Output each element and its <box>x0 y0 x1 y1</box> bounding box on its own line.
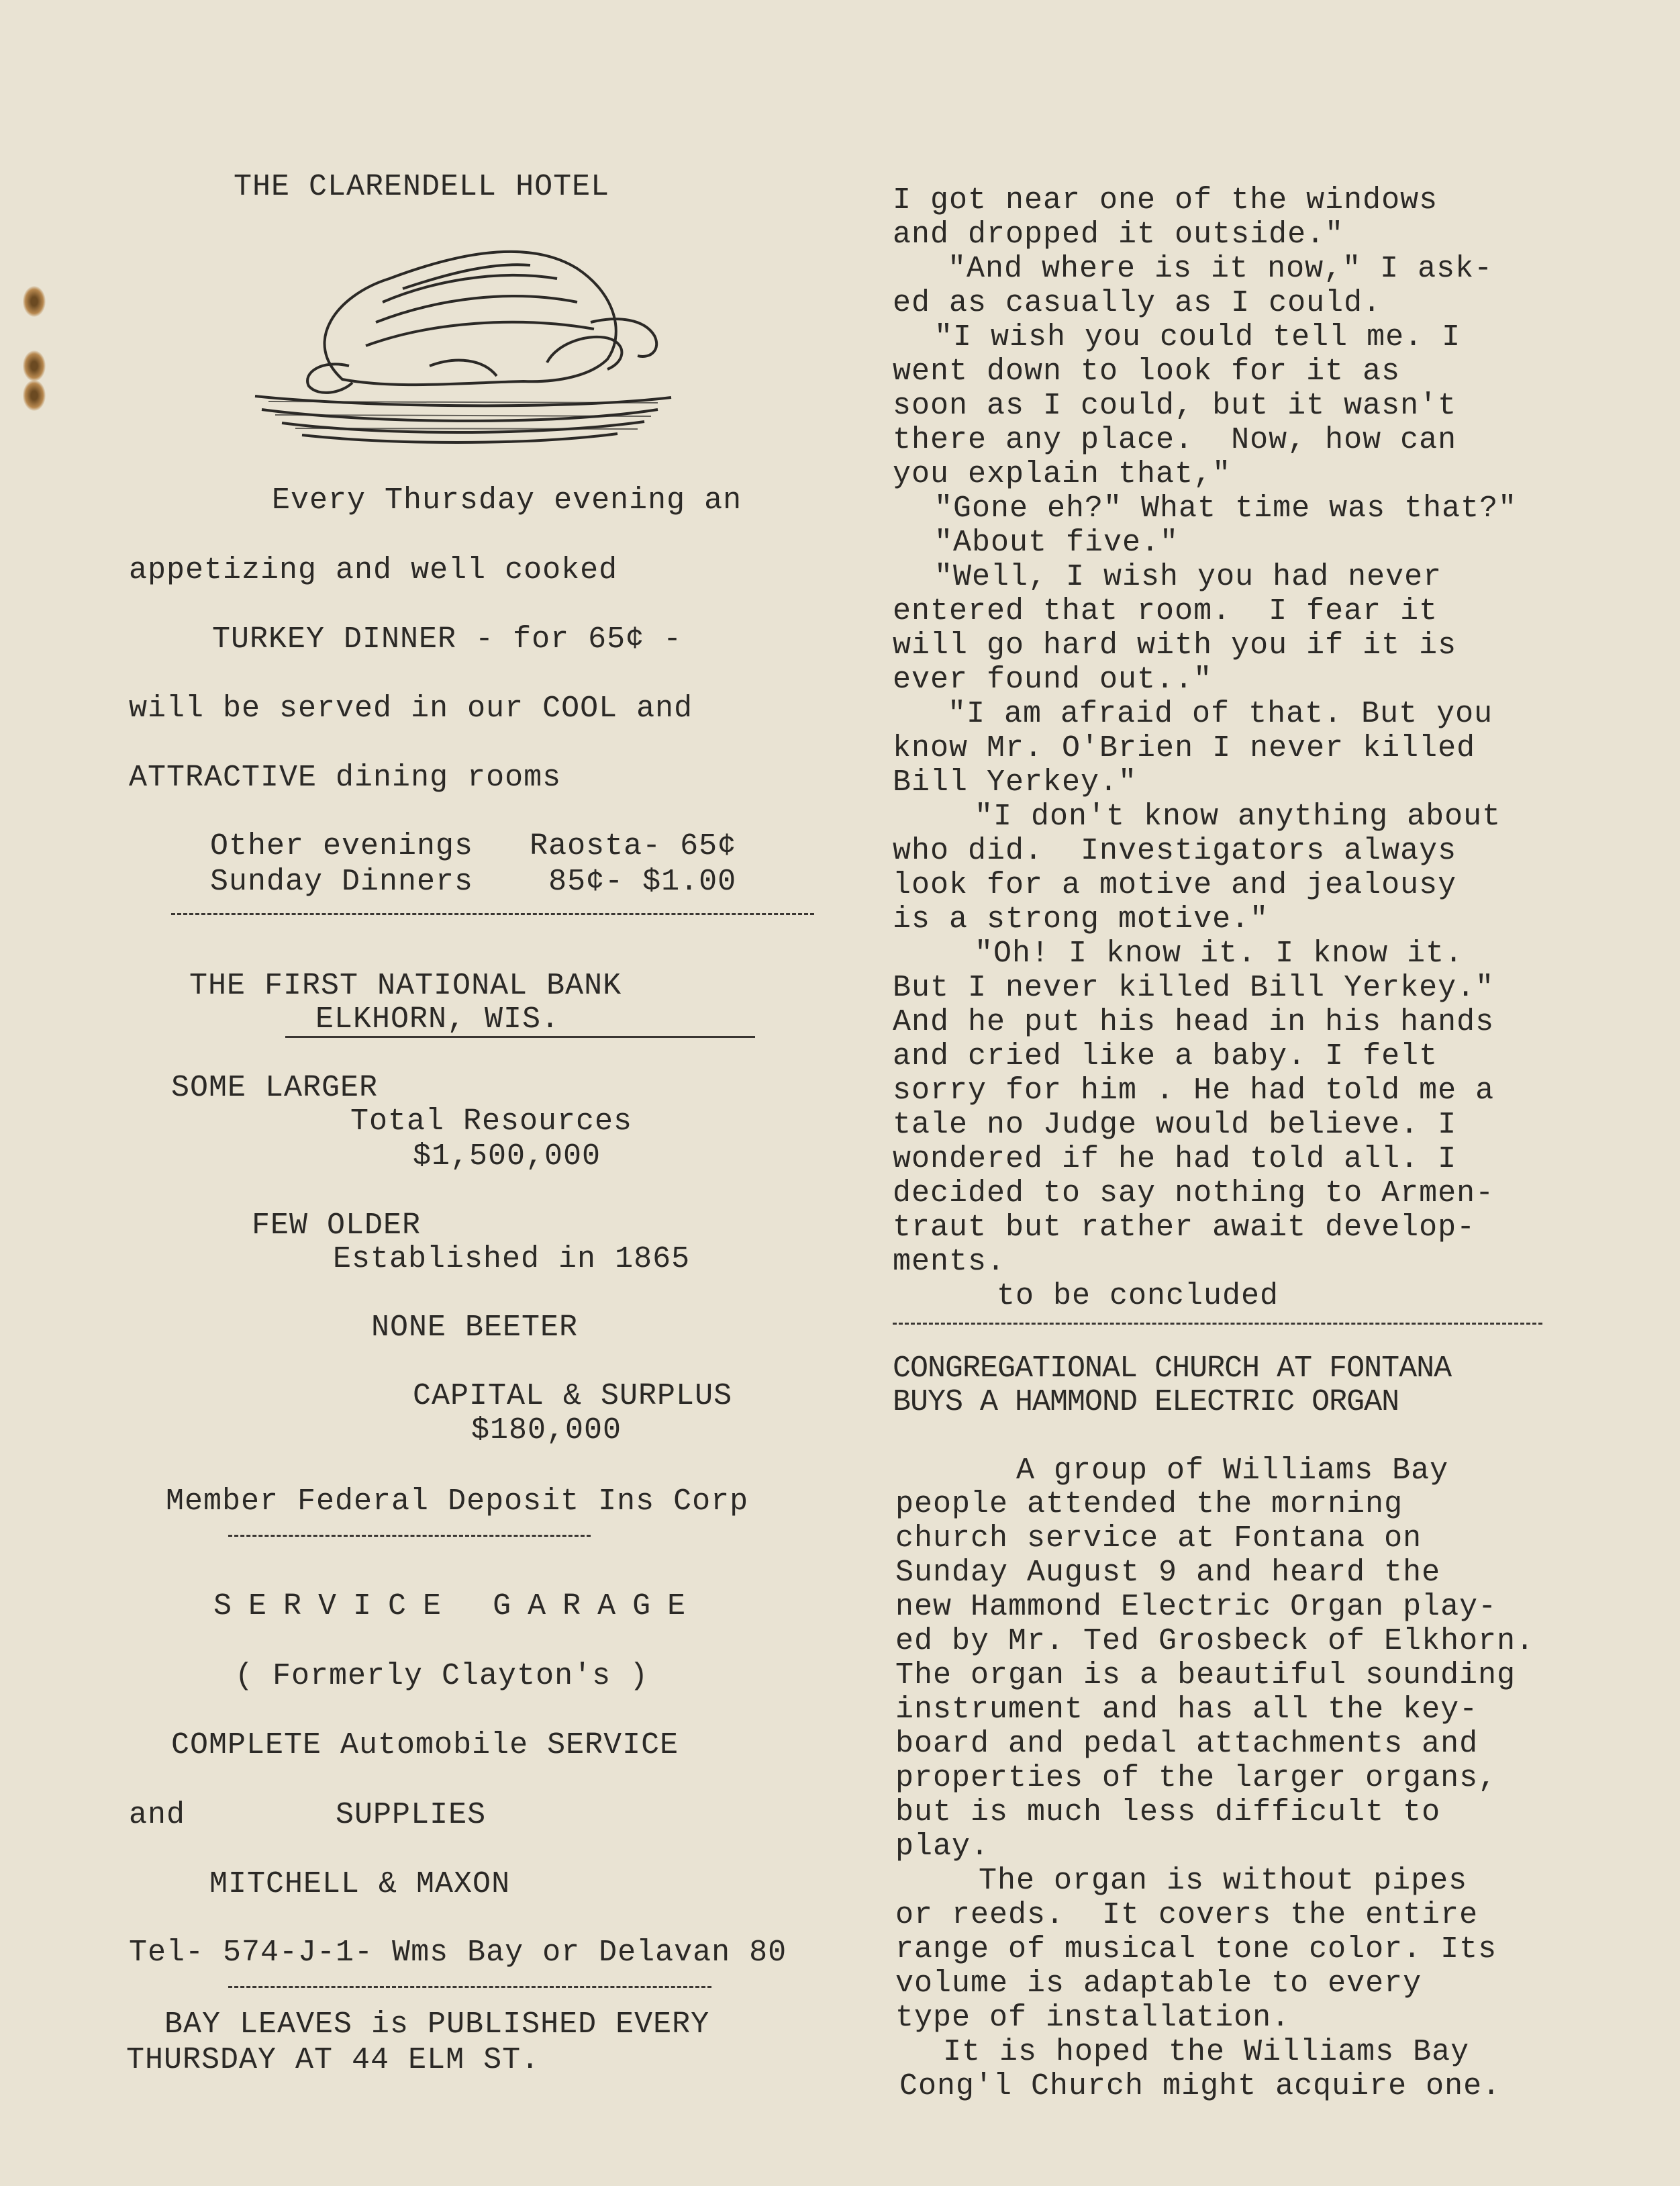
bank-line: Established in 1865 <box>333 1242 691 1276</box>
turkey-illustration <box>242 222 685 457</box>
bank-line: Member Federal Deposit Ins Corp <box>166 1484 749 1519</box>
story-line: look for a motive and jealousy <box>893 868 1457 902</box>
church-line: board and pedal attachments and <box>895 1727 1479 1761</box>
story-line: ments. <box>893 1245 1006 1279</box>
church-line: new Hammond Electric Organ play- <box>895 1590 1497 1624</box>
section-divider <box>228 1535 591 1537</box>
story-line: know Mr. O'Brien I never killed <box>893 731 1476 765</box>
bank-line: Total Resources <box>350 1104 633 1139</box>
hotel-line: Every Thursday evening an <box>272 483 742 518</box>
garage-line: and SUPPLIES <box>129 1798 487 1832</box>
church-line: or reeds. It covers the entire <box>895 1898 1479 1932</box>
story-line: went down to look for it as <box>893 354 1401 389</box>
church-line: type of installation. <box>895 2001 1291 2035</box>
story-line: entered that room. I fear it <box>893 594 1438 628</box>
church-line: Cong'l Church might acquire one. <box>899 2069 1501 2103</box>
church-line: church service at Fontana on <box>895 1521 1422 1556</box>
story-line: "Oh! I know it. I know it. <box>975 937 1464 971</box>
section-divider <box>171 913 814 915</box>
church-line: The organ is without pipes <box>979 1864 1468 1898</box>
story-line: soon as I could, but it wasn't <box>893 389 1457 423</box>
hotel-line: TURKEY DINNER - for 65¢ - <box>212 622 683 657</box>
section-divider <box>228 1986 711 1988</box>
garage-line: Tel- 574-J-1- Wms Bay or Delavan 80 <box>129 1936 787 1970</box>
binder-hole-stain <box>23 380 46 411</box>
hotel-line: Sunday Dinners 85¢- $1.00 <box>210 865 737 899</box>
bank-title: THE FIRST NATIONAL BANK <box>189 969 622 1003</box>
hotel-line: Other evenings Raosta- 65¢ <box>210 829 737 863</box>
church-line: properties of the larger organs, <box>895 1761 1497 1795</box>
story-line: and cried like a baby. I felt <box>893 1039 1438 1074</box>
church-headline: BUYS A HAMMOND ELECTRIC ORGAN <box>893 1385 1399 1419</box>
garage-line: ( Formerly Clayton's ) <box>235 1659 649 1693</box>
garage-title: S E R V I C E G A R A G E <box>213 1589 685 1623</box>
story-line: "I don't know anything about <box>975 800 1501 834</box>
church-line: The organ is a beautiful sounding <box>895 1658 1516 1693</box>
hotel-line: appetizing and well cooked <box>129 553 618 587</box>
church-line: people attended the morning <box>895 1487 1403 1521</box>
church-line: instrument and has all the key- <box>895 1693 1479 1727</box>
story-line: you explain that," <box>893 457 1232 491</box>
bank-title-underline <box>285 1036 755 1038</box>
story-line: "Gone eh?" What time was that?" <box>934 491 1518 526</box>
story-line: And he put his head in his hands <box>893 1005 1495 1039</box>
church-line: volume is adaptable to every <box>895 1966 1422 2001</box>
binder-hole-stain <box>23 350 46 381</box>
church-headline: CONGREGATIONAL CHURCH AT FONTANA <box>893 1351 1452 1386</box>
story-line: "I am afraid of that. But you <box>948 697 1493 731</box>
church-line: ed by Mr. Ted Grosbeck of Elkhorn. <box>895 1624 1535 1658</box>
publication-line: BAY LEAVES is PUBLISHED EVERY <box>164 2007 710 2042</box>
story-line: who did. Investigators always <box>893 834 1457 868</box>
story-line: sorry for him . He had told me a <box>893 1074 1495 1108</box>
story-line: "I wish you could tell me. I <box>934 320 1461 354</box>
church-line: but is much less difficult to <box>895 1795 1441 1829</box>
story-line: I got near one of the windows <box>893 183 1438 218</box>
story-line: and dropped it outside." <box>893 218 1344 252</box>
story-line: is a strong motive." <box>893 902 1269 937</box>
story-line: ed as casually as I could. <box>893 286 1382 320</box>
church-line: range of musical tone color. Its <box>895 1932 1497 1966</box>
hotel-line: ATTRACTIVE dining rooms <box>129 761 562 795</box>
bank-line: FEW OLDER <box>252 1208 422 1243</box>
story-line: "About five." <box>934 526 1179 560</box>
bank-line: SOME LARGER <box>171 1071 379 1105</box>
binder-hole-stain <box>23 286 46 317</box>
story-continuation: to be concluded <box>997 1279 1279 1313</box>
story-line: tale no Judge would believe. I <box>893 1108 1457 1142</box>
bank-line: $1,500,000 <box>413 1139 601 1174</box>
publication-line: THURSDAY AT 44 ELM ST. <box>126 2043 540 2077</box>
garage-line: MITCHELL & MAXON <box>209 1867 511 1901</box>
story-line: decided to say nothing to Armen- <box>893 1176 1495 1210</box>
bank-line: $180,000 <box>471 1413 622 1447</box>
church-line: It is hoped the Williams Bay <box>943 2035 1470 2069</box>
hotel-line: will be served in our COOL and <box>129 692 693 726</box>
story-line: traut but rather await develop- <box>893 1210 1476 1245</box>
church-line: A group of Williams Bay <box>1016 1454 1449 1488</box>
story-line: there any place. Now, how can <box>893 423 1457 457</box>
story-line: wondered if he had told all. I <box>893 1142 1457 1176</box>
church-line: Sunday August 9 and heard the <box>895 1556 1441 1590</box>
story-line: will go hard with you if it is <box>893 628 1457 663</box>
story-line: ever found out.." <box>893 663 1213 697</box>
garage-line: COMPLETE Automobile SERVICE <box>171 1728 679 1762</box>
story-line: Bill Yerkey." <box>893 765 1138 800</box>
story-line: "And where is it now," I ask- <box>948 252 1493 286</box>
church-line: play. <box>895 1829 990 1864</box>
hotel-title: THE CLARENDELL HOTEL <box>234 170 610 204</box>
bank-location: ELKHORN, WIS. <box>315 1002 560 1037</box>
story-line: "Well, I wish you had never <box>934 560 1442 594</box>
story-line: But I never killed Bill Yerkey." <box>893 971 1495 1005</box>
bank-line: NONE BEETER <box>371 1311 579 1345</box>
bank-line: CAPITAL & SURPLUS <box>413 1379 733 1413</box>
section-divider <box>893 1323 1542 1325</box>
